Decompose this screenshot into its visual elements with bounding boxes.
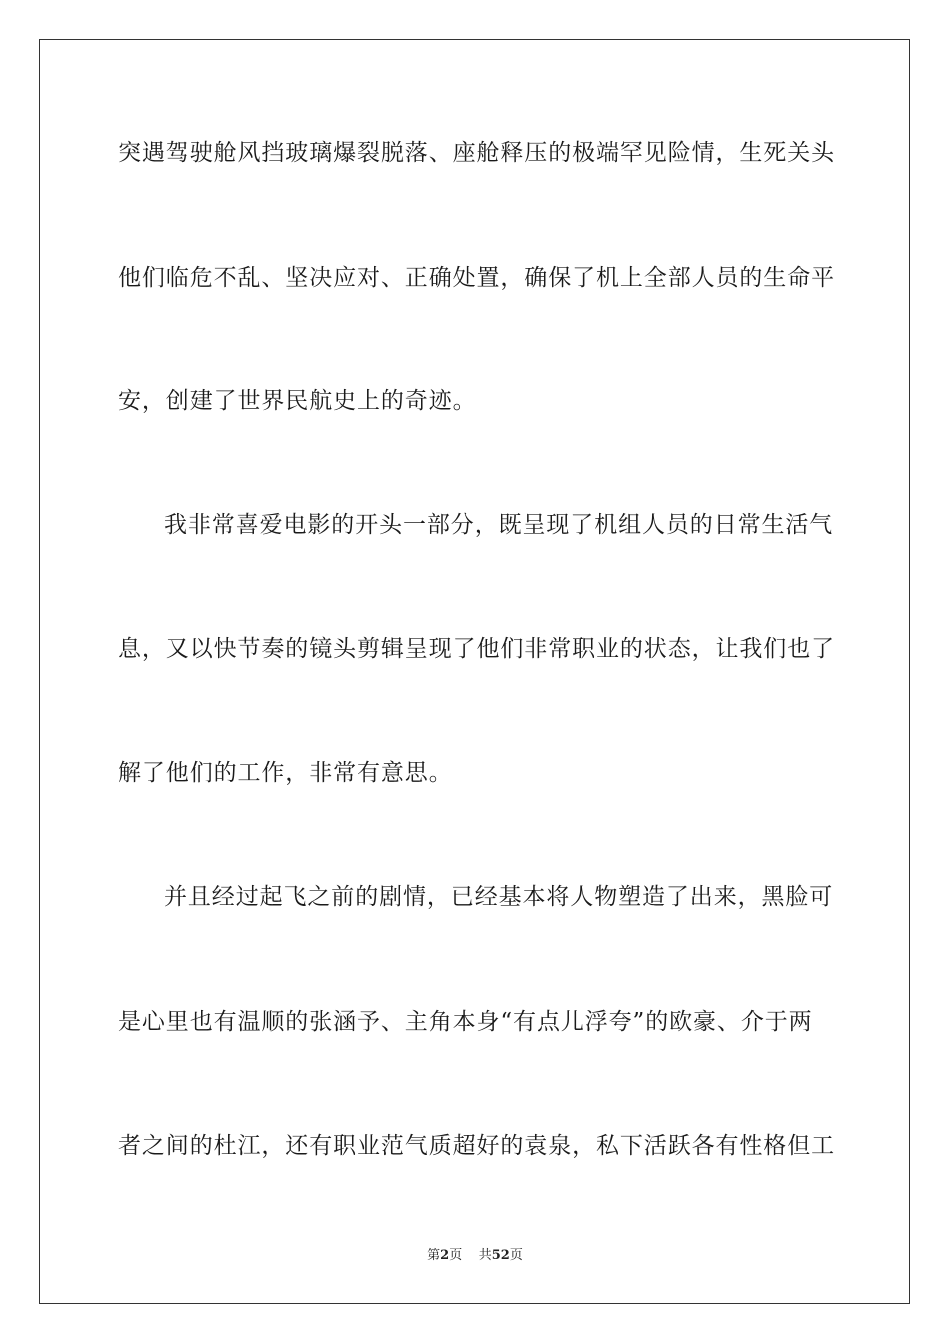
- body-line-6: 解了他们的工作，非常有意思。: [118, 760, 453, 786]
- total-suffix: 页: [509, 1248, 523, 1263]
- total-pages: 52: [491, 1248, 510, 1263]
- body-line-8: 是心里也有温顺的张涵予、主角本身“有点儿浮夸”的欧豪、介于两: [118, 1009, 813, 1035]
- page-footer: [0, 1248, 950, 1264]
- body-line-9: 者之间的杜江，还有职业范气质超好的袁泉，私下活跃各有性格但工: [118, 1133, 835, 1159]
- body-line-3: 安，创建了世界民航史上的奇迹。: [118, 388, 477, 414]
- page-number: 2: [440, 1248, 450, 1263]
- body-line-2: 他们临危不乱、坚决应对、正确处置，确保了机上全部人员的生命平: [118, 265, 835, 291]
- page-suffix: 页: [449, 1248, 463, 1263]
- body-line-4: 我非常喜爱电影的开头一部分，既呈现了机组人员的日常生活气: [164, 512, 834, 538]
- body-line-1: 突遇驾驶舱风挡玻璃爆裂脱落、座舱释压的极端罕见险情，生死关头: [118, 140, 835, 166]
- body-line-5: 息，又以快节奏的镜头剪辑呈现了他们非常职业的状态，让我们也了: [118, 636, 835, 662]
- total-prefix: 共: [478, 1248, 492, 1263]
- body-line-7: 并且经过起飞之前的剧情，已经基本将人物塑造了出来，黑脸可: [164, 884, 834, 910]
- page-prefix: 第: [427, 1248, 441, 1263]
- page-border: [39, 39, 910, 1304]
